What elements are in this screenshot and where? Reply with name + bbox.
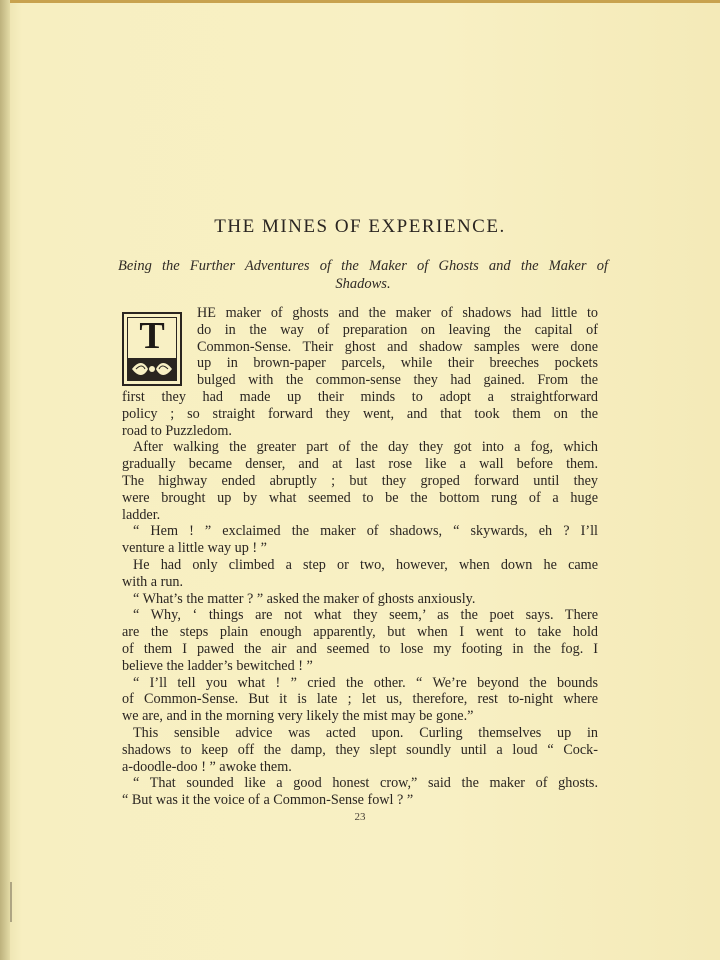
page-number: 23 xyxy=(354,811,366,823)
text-line: “ Hem ! ” exclaimed the maker of shadows, “ skywards, eh ? I’ll xyxy=(133,523,598,540)
text-line: policy ; so straight forward they went, and that took them on the xyxy=(122,405,598,422)
text-line: a-doodle-doo ! ” awoke them. xyxy=(122,758,292,775)
text-line: This sensible advice was acted upon. Curling themselves up in xyxy=(133,724,598,741)
text-line: up in brown-paper parcels, while their breeches pockets xyxy=(197,355,598,372)
text-line: we are, and in the morning very likely the mist may be gone.” xyxy=(122,708,474,725)
body-text xyxy=(122,305,598,809)
subtitle-line-1: Being the Further Adventures of the Maker of Ghosts and the Maker of xyxy=(118,258,608,274)
text-line: Common-Sense. Their ghost and shadow samples were done xyxy=(197,338,598,355)
text-line: are the steps plain enough apparently, but when I went to take hold xyxy=(122,624,598,641)
text-line: were brought up by what seemed to be the bottom rung of a huge xyxy=(122,489,598,506)
text-line: “ Why, ‘ things are not what they seem,’ as the poet says. There xyxy=(133,607,598,624)
text-line: road to Puzzledom. xyxy=(122,422,232,439)
margin-pencil-mark-icon xyxy=(9,882,13,922)
drop-cap-letter: T xyxy=(139,315,165,357)
text-line: “ I’ll tell you what ! ” cried the other. “ We’re beyond the bounds xyxy=(133,674,598,691)
text-line: first they had made up their minds to adopt a straightforward xyxy=(122,388,598,405)
text-line: do in the way of preparation on leaving the capital of xyxy=(197,321,598,338)
text-line: of Common-Sense. But it is late ; let us, therefore, rest to-night where xyxy=(122,691,598,708)
page-top-edge xyxy=(0,0,720,3)
text-line: venture a little way up ! ” xyxy=(122,540,267,557)
subtitle-line-2: Shadows. xyxy=(335,276,391,292)
text-line: “ But was it the voice of a Common-Sense fowl ? ” xyxy=(122,792,414,809)
text-line: HE maker of ghosts and the maker of shadows had little to xyxy=(197,305,598,321)
text-line: “ That sounded like a good honest crow,” said the maker of ghosts. xyxy=(133,775,598,792)
text-line: After walking the greater part of the day they got into a fog, which xyxy=(133,439,598,456)
text-line: of them I pawed the air and seemed to lose my footing in the fog. I xyxy=(122,640,598,657)
text-line: ladder. xyxy=(122,506,161,523)
text-line: He had only climbed a step or two, however, when down he came xyxy=(133,556,598,573)
text-line: The highway ended abruptly ; but they groped forward until they xyxy=(122,472,598,489)
chapter-title: THE MINES OF EXPERIENCE. xyxy=(214,216,506,237)
text-line: with a run. xyxy=(122,573,184,590)
chapter-subtitle xyxy=(118,257,608,293)
text-line: bulged with the common-sense they had gained. From the xyxy=(197,372,598,389)
text-line: “ What’s the matter ? ” asked the maker of ghosts anxiously. xyxy=(133,590,476,607)
text-line: gradually became denser, and at last rose like a wall before them. xyxy=(122,456,598,473)
text-line: believe the ladder’s bewitched ! ” xyxy=(122,657,313,674)
text-line: shadows to keep off the damp, they slept soundly until a loud “ Cock- xyxy=(122,741,598,758)
